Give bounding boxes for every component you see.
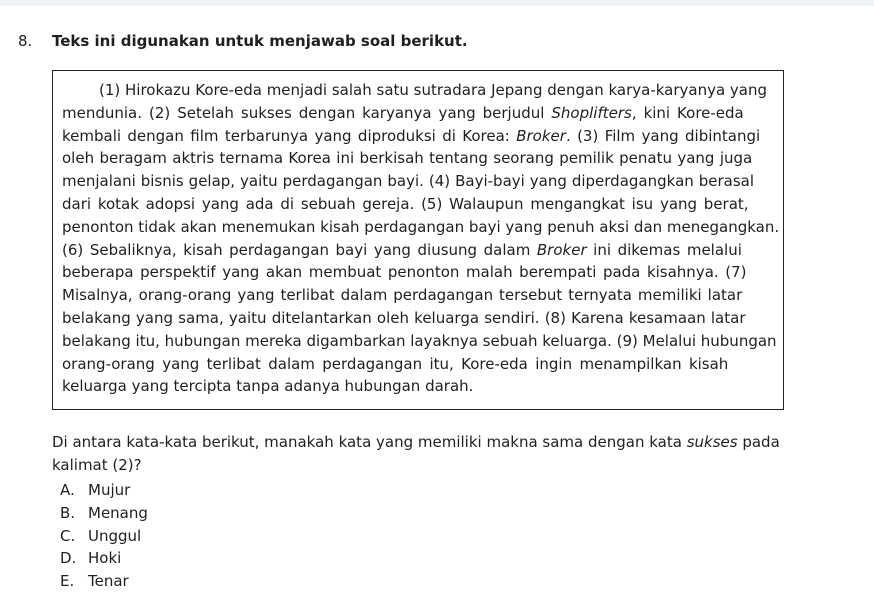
prompt-line: kalimat (2)? (52, 456, 142, 474)
passage-text: . (3) Film yang dibintangi (565, 126, 761, 145)
passage-line (62, 147, 774, 170)
option-text: Tenar (88, 572, 129, 591)
passage-line (62, 102, 774, 125)
question-header: Teks ini digunakan untuk menjawab soal berikut. (52, 32, 468, 50)
passage-text: menjalani bisnis gelap, yaitu perdagangan bayi. (4) Bayi-bayi yang diperdagangkan berasal (62, 172, 755, 191)
option-e[interactable] (60, 570, 148, 593)
passage-text: , kini Kore-eda (631, 103, 744, 122)
passage-text: kembali dengan film terbarunya yang diproduksi di Korea: (62, 126, 517, 145)
passage-line (62, 284, 774, 307)
passage-line (62, 375, 774, 398)
answer-options (60, 479, 148, 593)
option-d[interactable] (60, 547, 148, 570)
question-number: 8. (18, 32, 33, 50)
option-c[interactable] (60, 525, 148, 548)
option-letter: E. (60, 572, 75, 591)
film-title: Broker (536, 240, 587, 259)
key-word: sukses (686, 433, 738, 451)
passage-line (62, 330, 777, 353)
passage-text: penonton tidak akan menemukan kisah perdagangan bayi yang penuh aksi dan menegangkan. (62, 217, 780, 236)
option-letter: A. (60, 481, 75, 499)
prompt-text: Di antara kata-kata berikut, manakah kata yang memiliki makna sama dengan kata (52, 433, 687, 451)
passage-box (52, 70, 784, 410)
passage-text: dari kotak adopsi yang ada di sebuah gereja. (5) Walaupun mengangkat isu yang berat, (62, 194, 749, 213)
option-text: Unggul (88, 526, 142, 545)
passage-text: ini dikemas melalui (586, 240, 742, 259)
top-strip (0, 0, 874, 6)
film-title: Broker (516, 126, 566, 145)
passage-text: oleh beragam aktris ternama Korea ini berkisah tentang seorang pemilik penatu yang juga (62, 149, 753, 168)
passage-text: mendunia. (2) Setelah sukses dengan karyanya yang berjudul (62, 103, 552, 122)
option-b[interactable] (60, 502, 148, 525)
question-prompt (52, 431, 792, 477)
passage-text: (6) Sebaliknya, kisah perdagangan bayi yang diusung dalam (62, 240, 537, 259)
passage-text: orang-orang yang terlibat dalam perdagangan itu, Kore-eda ingin menampilkan kisah (62, 354, 729, 373)
passage-line (62, 193, 774, 216)
passage-line (62, 79, 774, 102)
passage-line (62, 216, 780, 239)
passage-text: keluarga yang tercipta tanpa adanya hubungan darah. (62, 377, 474, 396)
film-title: Shoplifters (551, 103, 632, 122)
passage-line (62, 239, 774, 262)
option-text: Mujur (88, 481, 131, 499)
passage-text: beberapa perspektif yang akan membuat penonton malah berempati pada kisahnya. (7) (62, 263, 747, 282)
prompt-text: pada (737, 433, 780, 451)
passage-text: belakang yang sama, yaitu ditelantarkan oleh keluarga sendiri. (8) Karena kesamaan latar (62, 308, 746, 327)
option-text: Menang (88, 503, 148, 522)
option-a[interactable] (60, 479, 148, 502)
passage-text: belakang itu, hubungan mereka digambarkan layaknya sebuah keluarga. (9) Melalui hubungan (62, 331, 777, 350)
option-text: Hoki (88, 549, 122, 568)
option-letter: B. (60, 503, 76, 522)
passage-text: (1) Hirokazu Kore-eda menjadi salah satu sutradara Jepang dengan karya-karyanya yang (99, 81, 768, 99)
passage-line (62, 353, 774, 376)
prompt-line (52, 431, 792, 454)
option-letter: C. (60, 526, 76, 545)
passage-line (62, 125, 774, 148)
passage-text: Misalnya, orang-orang yang terlibat dalam perdagangan tersebut ternyata memiliki latar (62, 286, 743, 305)
passage-line (62, 261, 774, 284)
passage-line (62, 170, 774, 193)
passage-line (62, 307, 774, 330)
option-letter: D. (60, 549, 77, 568)
